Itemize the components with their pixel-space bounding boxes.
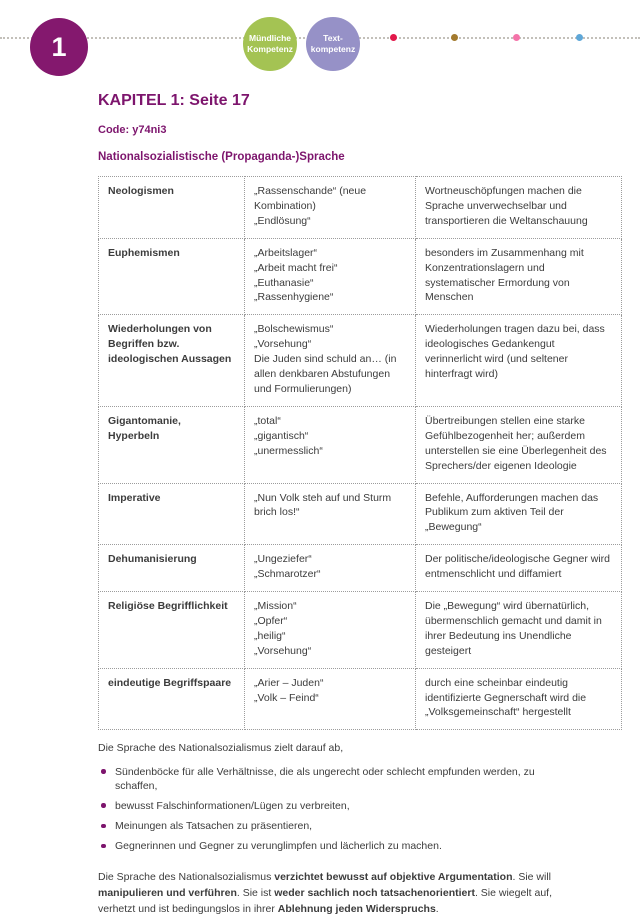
cell-explanation: Übertreibungen stellen eine starke Gefühlbezogenheit her; außerdem unterstellen sie eine Überlegenheit des Sprechers/der eigenen Ideologie (416, 406, 622, 483)
goal-item: bewusst Falschinformationen/Lügen zu verbreiten, (98, 799, 564, 813)
table-row (99, 545, 622, 592)
competence-badges (243, 17, 360, 71)
cell-term: Euphemismen (99, 238, 245, 315)
cell-term: Wiederholungen von Begriffen bzw. ideologischen Aussagen (99, 315, 245, 407)
propaganda-language-table (98, 176, 622, 730)
example-line: „Endlösung“ (254, 214, 311, 227)
table-row (99, 668, 622, 730)
closing-text-segment: . (435, 902, 439, 915)
cell-explanation: Der politische/ideologische Gegner wird entmenschlicht und diffamiert (416, 545, 622, 592)
example-line: „Vorsehung“ (254, 338, 312, 351)
closing-paragraph (98, 870, 564, 917)
example-line: „Arbeit macht frei“ (254, 261, 338, 274)
badge-label-line: Kompetenz (247, 44, 293, 54)
closing-bold-segment: weder sachlich noch tatsachenorientiert (274, 887, 475, 900)
badge-muendliche-kompetenz (243, 17, 297, 71)
cell-term: Gigantomanie, Hyperbeln (99, 406, 245, 483)
goal-item: Sündenböcke für alle Verhältnisse, die als ungerecht oder schlecht empfunden werden, zu schaffen, (98, 765, 564, 793)
example-line: „Arier – Juden“ (254, 676, 324, 689)
table-row (99, 315, 622, 407)
timeline-dot-3 (513, 34, 520, 41)
closing-bold-segment: verzichtet bewusst auf objektive Argumentation (274, 871, 513, 884)
page-content (98, 0, 611, 918)
cell-explanation: Wortneuschöpfungen machen die Sprache unverwechselbar und transportieren die Weltanschauung (416, 177, 622, 239)
cell-explanation: Wiederholungen tragen dazu bei, dass ideologisches Gedankengut verinnerlicht wird (und seltener hinterfragt wird) (416, 315, 622, 407)
cell-explanation: durch eine scheinbar eindeutig identifizierte Gegnerschaft wird die „Volksgemeinschaft“ hergestellt (416, 668, 622, 730)
cell-term: Dehumanisierung (99, 545, 245, 592)
goal-item: Gegnerinnen und Gegner zu verunglimpfen und lächerlich zu machen. (98, 839, 564, 853)
cell-explanation: Befehle, Aufforderungen machen das Publikum zum aktiven Teil der „Bewegung“ (416, 483, 622, 545)
closing-bold-segment: Ablehnung jeden Widerspruchs (277, 902, 436, 915)
cell-examples (245, 483, 416, 545)
goal-item: Meinungen als Tatsachen zu präsentieren, (98, 819, 564, 833)
example-line: „Rassenschande“ (neue Kombination) (254, 185, 367, 212)
timeline-dot-2 (451, 34, 458, 41)
example-line: „Schmarotzer“ (254, 568, 321, 581)
example-line: „Mission“ (254, 600, 297, 613)
closing-bold-segment: manipulieren und verführen (98, 887, 237, 900)
page-title: KAPITEL 1: Seite 17 (98, 92, 250, 109)
cell-examples (245, 177, 416, 239)
table-row (99, 483, 622, 545)
badge-label-line: Text- (323, 33, 343, 44)
badge-textkompetenz (306, 17, 360, 71)
cell-term: eindeutige Begriffspaare (99, 668, 245, 730)
example-line: „Ungeziefer“ (254, 553, 312, 566)
badge-label-line: kompetenz (310, 44, 356, 54)
cell-term: Imperative (99, 483, 245, 545)
timeline-dot-1 (390, 34, 397, 41)
closing-text-segment: . Sie will (512, 871, 552, 884)
table-row (99, 177, 622, 239)
chapter-number-badge (30, 18, 88, 76)
example-line: „gigantisch“ (254, 429, 309, 442)
example-line: „Euthanasie“ (254, 276, 314, 289)
example-line: „Nun Volk steh auf und Sturm brich los!“ (254, 491, 392, 519)
example-line: „Vorsehung“ (254, 644, 312, 657)
closing-text-segment: . Sie wiegelt auf, verhetzt und ist bedingungslos in ihrer (98, 887, 552, 915)
badge-label-line: Mündliche (248, 33, 292, 44)
example-line: „Volk – Feind“ (254, 691, 319, 704)
example-line: „unermesslich“ (254, 444, 323, 457)
example-line: Die Juden sind schuld an… (in allen denkbaren Abstufungen und Formulierungen) (254, 353, 397, 395)
cell-examples (245, 545, 416, 592)
table-row (99, 406, 622, 483)
cell-term: Religiöse Begrifflichkeit (99, 592, 245, 669)
table-row (99, 238, 622, 315)
goals-intro: Die Sprache des Nationalsozialismus zielt darauf ab, (98, 742, 344, 755)
table-body (99, 177, 622, 730)
closing-text-segment: . Sie ist (236, 887, 275, 900)
cell-term: Neologismen (99, 177, 245, 239)
section-subtitle: Nationalsozialistische (Propaganda-)Sprache (98, 151, 345, 163)
example-line: „Rassenhygiene“ (254, 291, 334, 304)
closing-text-segment: Die Sprache des Nationalsozialismus (98, 871, 275, 884)
example-line: „Arbeitslager“ (254, 246, 318, 259)
table-row (99, 592, 622, 669)
cell-examples (245, 315, 416, 407)
cell-explanation: besonders im Zusammenhang mit Konzentrationslagern und systematischer Ermordung von Menschen (416, 238, 622, 315)
example-line: „Opfer“ (254, 614, 288, 627)
cell-explanation: Die „Bewegung“ wird übernatürlich, übermenschlich gemacht und damit in ihrer Bedeutung ins Unendliche gesteigert (416, 592, 622, 669)
cell-examples (245, 668, 416, 730)
cell-examples (245, 406, 416, 483)
goals-list (98, 765, 564, 854)
timeline-dot-4 (576, 34, 583, 41)
cell-examples (245, 238, 416, 315)
cell-examples (245, 592, 416, 669)
example-line: „total“ (254, 414, 281, 427)
example-line: „heilig“ (254, 629, 286, 642)
chapter-number: 1 (51, 31, 67, 62)
access-code: Code: y74ni3 (98, 124, 167, 136)
example-line: „Bolschewismus“ (254, 323, 334, 336)
